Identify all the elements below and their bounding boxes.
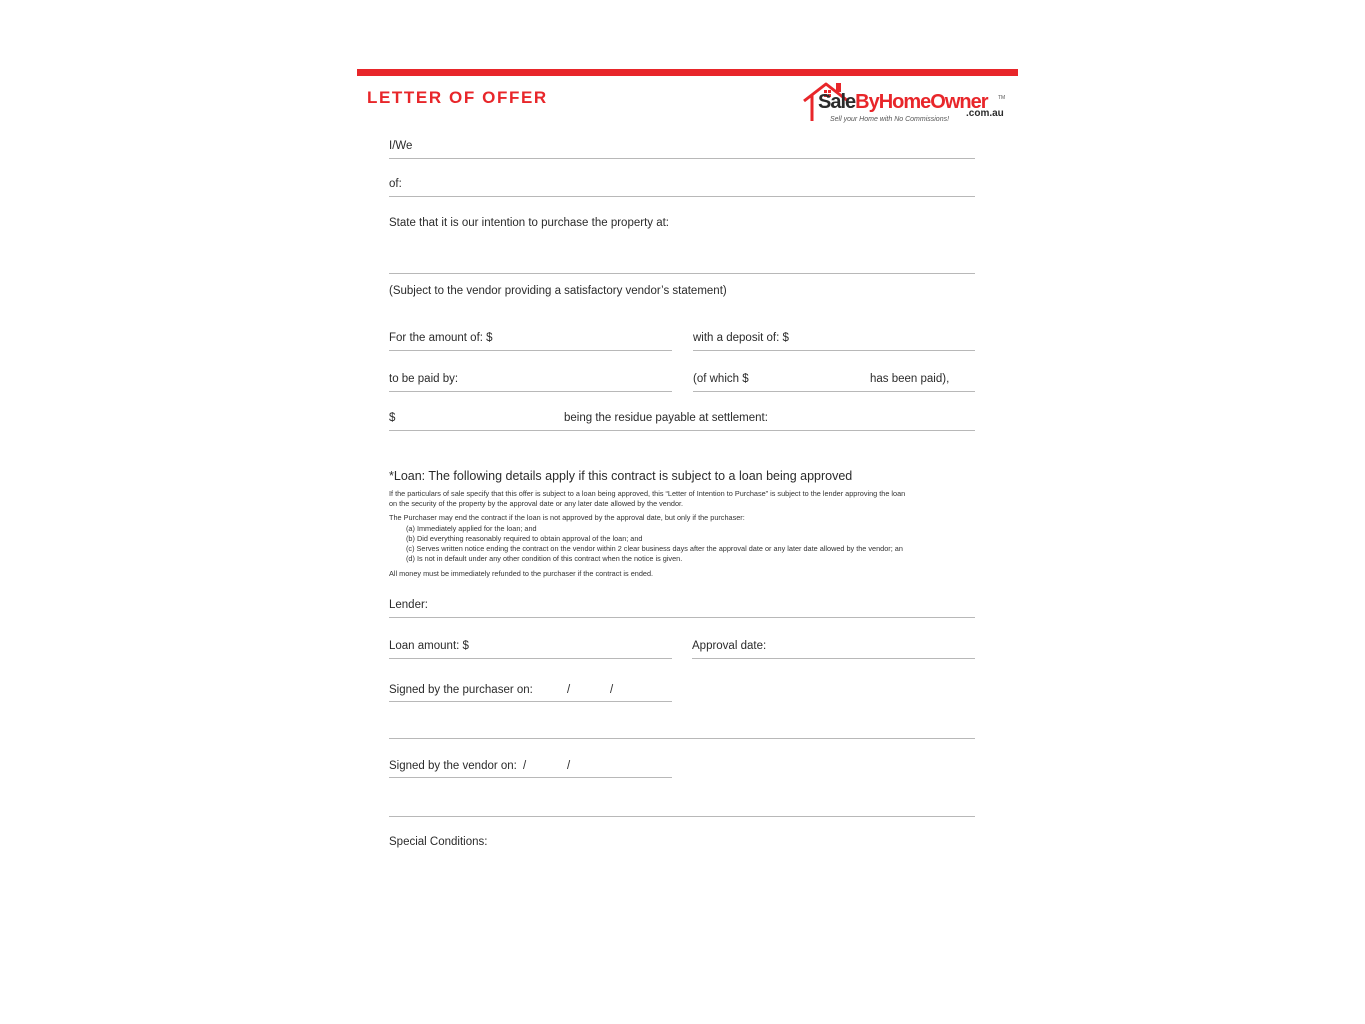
page-title: LETTER OF OFFER	[367, 88, 548, 107]
lender-label: Lender:	[389, 599, 429, 611]
residue-field[interactable]	[389, 430, 975, 431]
loan-amount-label: Loan amount: $	[389, 640, 469, 652]
loan-condition-item: (c) Serves written notice ending the contract on the vendor within 2 clear business days after the approval date or any later date allowed by the vendor; an	[406, 544, 903, 553]
loan-paragraph-line-1: If the particulars of sale specify that this offer is subject to a loan being approved, this “Letter of Intention to Purchase” is subject to the lender approving the loan	[389, 489, 906, 498]
intention-label: State that it is our intention to purchase the property at:	[389, 217, 669, 229]
vendor-date-field[interactable]	[389, 777, 672, 778]
logo-trademark: TM	[998, 95, 1006, 101]
logo	[800, 79, 1012, 129]
of-label: of:	[389, 178, 402, 190]
loan-amount-field[interactable]	[389, 658, 672, 659]
loan-condition-item: (b) Did everything reasonably required to obtain approval of the loan; and	[406, 533, 643, 543]
vendor-signature-field[interactable]	[389, 816, 975, 817]
logo-domain: .com.au	[966, 108, 1004, 119]
approval-date-label: Approval date:	[692, 640, 767, 652]
loan-condition-item: (d) Is not in default under any other condition of this contract when the notice is given.	[406, 554, 683, 563]
purchaser-signature-field[interactable]	[389, 738, 975, 739]
paid-by-label: to be paid by:	[389, 373, 459, 385]
deposit-label: with a deposit of: $	[693, 332, 789, 344]
amount-field[interactable]	[389, 350, 672, 351]
purchaser-date-field[interactable]	[389, 701, 672, 702]
logo-brand-homeowner: HomeOwner	[878, 91, 988, 113]
loan-paragraph-3: All money must be immediately refunded to the purchaser if the contract is ended.	[389, 569, 654, 578]
deposit-field[interactable]	[693, 350, 975, 351]
of-which-field[interactable]	[693, 391, 975, 392]
vendor-date-separator: /	[567, 760, 571, 772]
subject-note: (Subject to the vendor providing a satisfactory vendor’s statement)	[389, 285, 727, 297]
has-been-paid-label: has been paid),	[870, 373, 950, 385]
logo-tagline: Sell your Home with No Commissions!	[830, 116, 950, 123]
property-address-field[interactable]	[389, 273, 975, 274]
residue-dollar-label: $	[389, 412, 396, 424]
of-field[interactable]	[389, 196, 975, 197]
iwe-label: I/We	[389, 140, 413, 152]
iwe-field[interactable]	[389, 158, 975, 159]
loan-paragraph-line-2: on the security of the property by the approval date or any later date allowed by the vendor.	[389, 499, 684, 508]
paid-by-field[interactable]	[389, 391, 672, 392]
loan-heading: *Loan: The following details apply if this contract is subject to a loan being approved	[389, 469, 853, 483]
purchaser-date-separator: /	[610, 684, 614, 696]
residue-label: being the residue payable at settlement:	[564, 412, 768, 424]
header-accent-bar	[357, 69, 1018, 76]
purchaser-signed-label: Signed by the purchaser on:	[389, 684, 533, 696]
logo-brand	[818, 91, 988, 114]
loan-condition-item: (a) Immediately applied for the loan; and	[406, 523, 537, 533]
special-conditions-label: Special Conditions:	[389, 836, 488, 848]
amount-label: For the amount of: $	[389, 332, 493, 344]
approval-date-field[interactable]	[692, 658, 975, 659]
logo-brand-by: By	[855, 91, 879, 113]
lender-field[interactable]	[389, 617, 975, 618]
loan-paragraph-2: The Purchaser may end the contract if the loan is not approved by the approval date, but only if the purchaser:	[389, 513, 745, 522]
vendor-date-separator: /	[523, 760, 527, 772]
purchaser-date-separator: /	[567, 684, 571, 696]
of-which-label: (of which $	[693, 373, 749, 385]
logo-brand-sale: Sale	[818, 91, 856, 113]
vendor-signed-label: Signed by the vendor on:	[389, 760, 517, 772]
